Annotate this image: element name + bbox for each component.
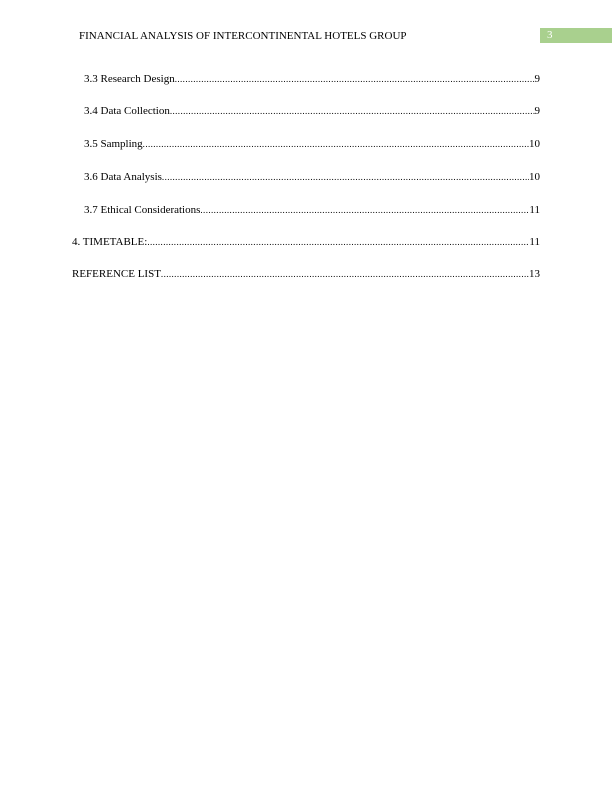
toc-dot-leader	[170, 105, 535, 118]
toc-entry-page: 11	[529, 204, 540, 216]
toc-entry-label: 3.3 Research Design	[84, 73, 175, 85]
toc-entry-research-design[interactable]	[84, 72, 540, 86]
toc-entry-data-collection[interactable]	[84, 104, 540, 118]
toc-entry-label: 4. TIMETABLE:	[72, 236, 148, 248]
toc-entry-label: 3.5 Sampling	[84, 138, 143, 150]
page-number: 3	[547, 29, 553, 41]
toc-entry-label: 3.6 Data Analysis	[84, 171, 162, 183]
toc-dot-leader	[175, 73, 535, 86]
toc-dot-leader	[162, 171, 529, 184]
toc-dot-leader	[161, 268, 529, 281]
toc-entry-page: 10	[529, 138, 540, 150]
toc-entry-data-analysis[interactable]	[84, 170, 540, 184]
toc-entry-page: 11	[529, 236, 540, 248]
toc-dot-leader	[143, 138, 529, 151]
page-number-badge	[540, 28, 612, 43]
toc-entry-ethical-considerations[interactable]	[84, 203, 540, 217]
toc-entry-timetable[interactable]	[72, 235, 540, 249]
toc-entry-page: 9	[534, 105, 540, 117]
toc-entry-label: REFERENCE LIST	[72, 268, 161, 280]
toc-entry-label: 3.7 Ethical Considerations	[84, 204, 201, 216]
toc-dot-leader	[147, 236, 529, 249]
toc-dot-leader	[200, 204, 529, 217]
toc-entry-sampling[interactable]	[84, 137, 540, 151]
toc-entry-label: 3.4 Data Collection	[84, 105, 170, 117]
toc-entry-page: 13	[529, 268, 540, 280]
running-header-title: FINANCIAL ANALYSIS OF INTERCONTINENTAL HOTELS GROUP	[79, 30, 407, 42]
toc-entry-page: 9	[534, 73, 540, 85]
toc-entry-page: 10	[529, 171, 540, 183]
toc-entry-reference-list[interactable]	[72, 267, 540, 281]
